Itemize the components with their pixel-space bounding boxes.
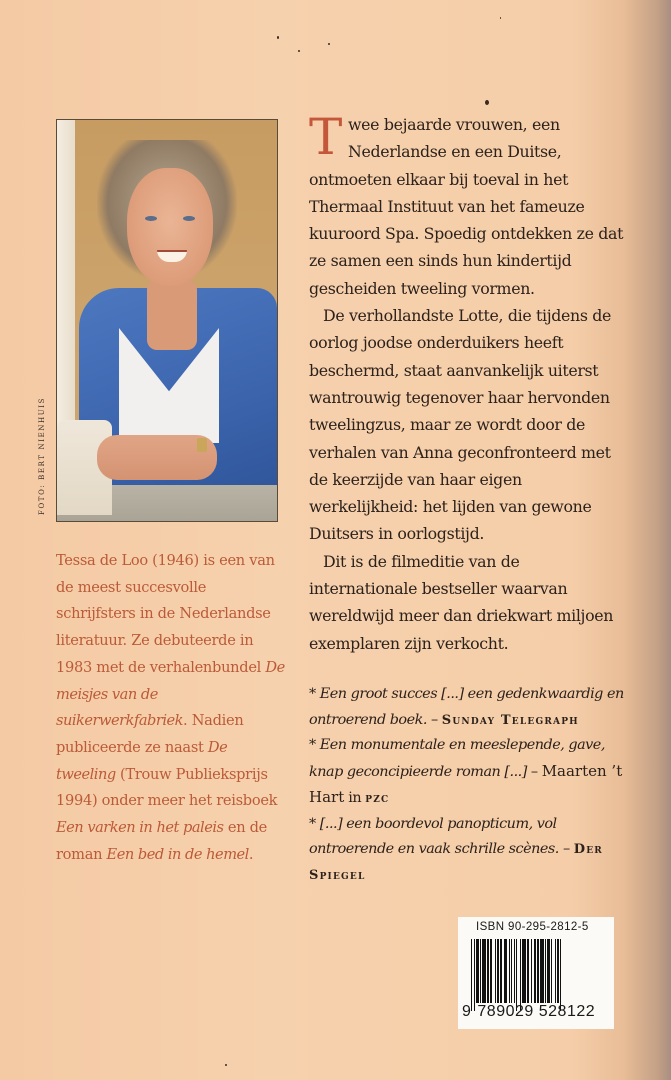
blurb-paragraph: De verhollandste Lotte, die tijdens de oorlog joodse onderduikers heeft beschermd, staat aanvankelijk uiterst wantrouwig tegenover haar hervonden tweelingzus, maar ze wordt door de verhalen van Anna geconfronteerd met de keerzijde van haar eigen werkelijkheid: het lijden van gewone Duitsers in oorlogstijd. [309, 306, 612, 544]
dust-speck [500, 17, 501, 19]
quote-source: pzc [365, 791, 390, 806]
press-quote: * [...] een boordevol panopticum, vol ontroerende en vaak schrille scènes. – Der Spiegel [309, 815, 603, 883]
press-quotes [309, 682, 631, 888]
quote-source: Der Spiegel [309, 842, 603, 883]
dust-speck [277, 36, 279, 39]
quote-source: Sunday Telegraph [441, 712, 579, 728]
dust-speck [328, 43, 330, 45]
photo-credit: FOTO: BERT NIENHUIS [38, 397, 46, 515]
book-title: De tweeling [56, 738, 228, 783]
isbn-barcode [458, 917, 614, 1029]
ean-number: 9 789029 528122 [462, 1003, 596, 1020]
drop-cap: T [309, 108, 342, 166]
dust-speck [485, 100, 489, 105]
dust-speck [298, 50, 300, 52]
book-title: Een varken in het paleis [56, 819, 224, 837]
press-quote: * Een groot succes [...] een gedenkwaardig en ontroerend boek. – Sunday Telegraph [309, 686, 624, 728]
blurb-paragraph: Dit is de filmeditie van de internationale bestseller waarvan wereldwijd meer dan driekwart miljoen exemplaren zijn verkocht. [309, 551, 614, 653]
dust-speck [225, 1064, 227, 1066]
book-title: Een bed in de hemel [106, 845, 249, 863]
quote-author: Maarten ’t Hart [309, 761, 623, 806]
book-title: De meisjes van de suikerwerkfabriek [56, 658, 285, 730]
author-photo [56, 119, 278, 522]
blurb-paragraph: Twee bejaarde vrouwen, een Nederlandse en een Duitse, ontmoeten elkaar bij toeval in het Thermaal Instituut van het fameuze kuuroord Spa. Spoedig ontdekken ze dat ze samen een sinds hun kindertijd gescheiden tweeling vormen. [309, 108, 624, 298]
barcode-bars-icon [471, 939, 607, 1011]
isbn-number: ISBN 90-295-2812-5 [476, 921, 589, 933]
author-bio: Tessa de Loo (1946) is een van de meest succesvolle schrijfsters in de Nederlandse literatuur. Ze debuteerde in 1983 met de verhalenbundel De meisjes van de suikerwerkfabriek. Nadien publiceerde ze naast De tweeling (Trouw Publieksprijs 1994) onder meer het reisboek Een varken in het paleis en de roman Een bed in de hemel. [56, 552, 285, 863]
press-quote: * Een monumentale en meeslepende, gave, knap geconcipieerde roman [...] – Maarten ’t Hart in pzc [309, 737, 623, 806]
book-blurb [309, 108, 631, 657]
